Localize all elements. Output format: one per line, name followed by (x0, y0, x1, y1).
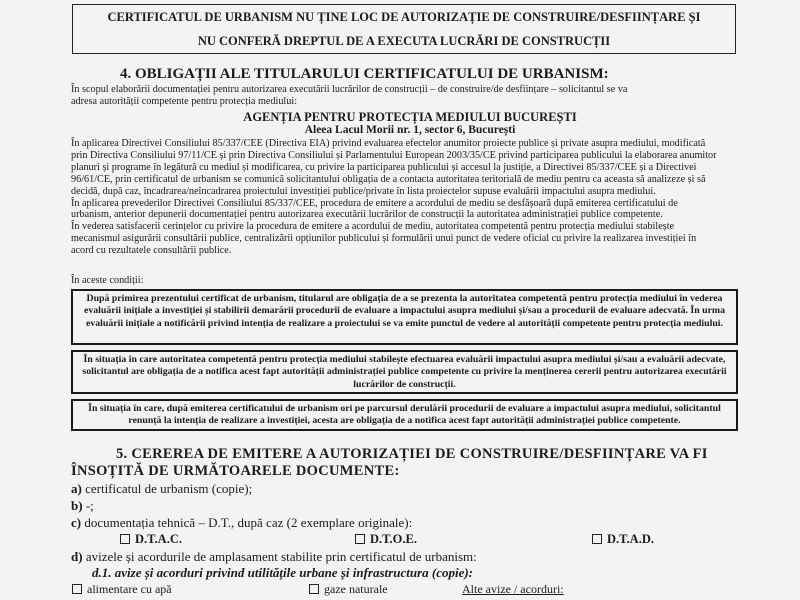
paragraph-eia (71, 138, 739, 257)
alte-avize-label: Alte avize / acorduri: (462, 582, 564, 596)
alimentare-apa-label: alimentare cu apă (87, 582, 172, 596)
notice-line-1: CERTIFICATUL DE URBANISM NU ȚINE LOC DE AUTORIZAȚIE DE CONSTRUIRE/DESFIINȚARE ȘI (107, 10, 701, 24)
item-a-text: certificatul de urbanism (copie); (85, 481, 253, 496)
item-d-letter: d) (71, 549, 83, 564)
item-a-letter: a) (71, 481, 82, 496)
agency-address: Aleea Lacul Morii nr. 1, sector 6, București (304, 124, 516, 136)
checkbox-icon (309, 584, 319, 594)
checkbox-dtad[interactable] (592, 532, 654, 547)
notice-line-2: NU CONFERĂ DREPTUL DE A EXECUTA LUCRĂRI DE CONSTRUCȚII (197, 34, 611, 48)
item-b-text: -; (85, 498, 94, 513)
checkbox-gaze-naturale[interactable] (309, 582, 388, 597)
checkbox-dtoe[interactable] (355, 532, 417, 547)
condition-box-2: În situația în care autoritatea competentă pentru protecția mediului stabilește efectuarea evaluării impactului asupra mediului și/sau a evaluării adecvate, solicitantul are obligația de a notifica acest fapt autorității administrației publice competente cu privire la menținerea cererii pentru autorizarea executării lucrărilor de construcții. (71, 350, 738, 394)
checkbox-icon (355, 534, 365, 544)
paragraph-line: În aplicarea prevederilor Directivei Consiliului 85/337/CEE, procedura de emitere a acordului de mediu se desfășoară după emiterea certificatului de (71, 197, 678, 209)
checkbox-icon (72, 584, 82, 594)
item-b (71, 498, 94, 514)
condition-box-3: În situația în care, după emiterea certificatului de urbanism ori pe parcursul derulării procedurii de evaluare a impactului asupra mediului, solicitantul renunță la intenția de realizare a investiției, acesta are obligația de a notifica acest fapt autorității administrației publice competente. (71, 399, 738, 431)
item-d (71, 549, 477, 565)
item-c-text: documentația tehnică – D.T., după caz (2 exemplare originale): (84, 515, 413, 530)
notice-box (72, 4, 736, 54)
checkbox-icon (592, 534, 602, 544)
paragraph-line: prin Directiva Consiliului 97/11/CE și prin Directiva Consiliului și Parlamentului European 2003/35/CE privind participarea publicului la elaborarea anumitor (71, 149, 717, 161)
checkbox-icon (120, 534, 130, 544)
checkbox-dtac-label: D.T.A.C. (135, 532, 182, 546)
gaze-naturale-label: gaze naturale (324, 582, 388, 596)
condition-box-1: După primirea prezentului certificat de urbanism, titularul are obligația de a se prezenta la autoritatea competentă pentru protecția mediului în vederea evaluării inițiale a investiției și stabilirii demarării procedurii de evaluare a impactului asupra mediului și/sau a procedurii de evaluare adecvată. În urma evaluării inițiale a notificării privind intenția de realizare a proiectului se va emite punctul de vedere al autorității competente pentru protecția mediului. (71, 289, 738, 345)
section-5-title-2: ÎNSOȚITĂ DE URMĂTOARELE DOCUMENTE: (71, 463, 400, 479)
checkbox-dtoe-label: D.T.O.E. (370, 532, 417, 546)
paragraph-line: planuri și programe în legătură cu mediul și modificarea, cu privire la participarea publicului și accesul la justiție, a Directivei 85/337/CEE și a Directivei (71, 161, 697, 173)
checkbox-dtad-label: D.T.A.D. (607, 532, 654, 546)
checkbox-alimentare-apa[interactable] (72, 582, 172, 597)
paragraph-line: În aplicarea Directivei Consiliului 85/337/CEE (Directiva EIA) privind evaluarea efectelor anumitor proiecte publice și private asupra mediului, modificată (71, 138, 706, 149)
section-4-intro-2: adresa autorității competente pentru protecția mediului: (71, 96, 298, 107)
item-d1-title: d.1. avize și acorduri privind utilitățile urbane și infrastructura (copie): (92, 565, 473, 580)
paragraph-line: acord cu rezultatele consultării publice. (71, 245, 232, 257)
item-c (71, 515, 412, 531)
paragraph-line: mecanismul asigurării consultării publice, centralizării opțiunilor publicului și formulării unui punct de vedere oficial cu privire la realizarea investiției în (71, 233, 697, 245)
paragraph-line: 96/61/CE, prin certificatul de urbanism se comunică solicitantului obligația de a contacta autoritatea teritorială de mediu pentru ca aceasta să analizeze și să (71, 173, 706, 185)
section-4-intro-1: În scopul elaborării documentației pentru autorizarea executării lucrărilor de construcții – de construire/de desființare – solicitantul se va (71, 84, 628, 95)
item-c-letter: c) (71, 515, 82, 530)
item-b-letter: b) (71, 498, 83, 513)
conditions-label: În aceste condiții: (71, 275, 144, 286)
paragraph-line: În vederea satisfacerii cerințelor cu privire la procedura de emitere a acordului de mediu, autoritatea competentă pentru protecția mediului stabilește (71, 221, 675, 233)
section-4-title: 4. OBLIGAȚII ALE TITULARULUI CERTIFICATULUI DE URBANISM: (120, 66, 609, 82)
item-a (71, 481, 252, 497)
item-d-text: avizele și acordurile de amplasament stabilite prin certificatul de urbanism: (85, 549, 477, 564)
paragraph-line: decidă, după caz, încadrarea/neîncadrarea proiectului investiției publice/private în lista proiectelor supuse evaluării impactului asupra mediului. (71, 185, 656, 197)
section-5-title-1: 5. CEREREA DE EMITERE A AUTORIZAȚIEI DE CONSTRUIRE/DESFIINȚARE VA FI (116, 446, 708, 462)
checkbox-dtac[interactable] (120, 532, 182, 547)
agency-name: AGENȚIA PENTRU PROTECȚIA MEDIULUI BUCUREȘTI (243, 110, 577, 124)
paragraph-line: urbanism, anterior depunerii documentației pentru autorizarea executării lucrărilor de construcții la autoritatea administrației publice competente. (71, 209, 663, 221)
